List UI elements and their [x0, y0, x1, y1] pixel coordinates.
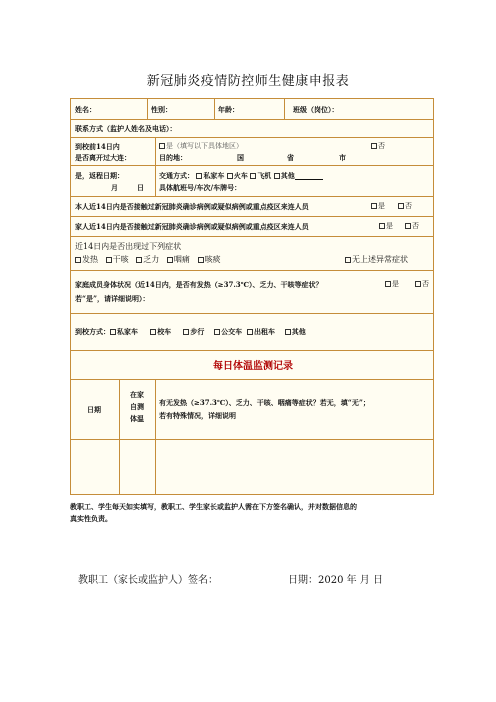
checkbox[interactable]	[379, 223, 385, 229]
checkbox[interactable]	[285, 329, 291, 335]
province-label: 省	[287, 153, 294, 162]
col-divider	[119, 379, 120, 495]
no-label: 否	[412, 222, 419, 230]
symptom-options	[75, 254, 221, 265]
family-health-question: 家庭成员身体状况（近14日内，是否有发热（≥37.3℃）、乏力、干咳等症状？	[75, 280, 323, 289]
yes-label: 是	[378, 202, 385, 210]
destination-label: 目的地：	[159, 153, 187, 162]
signature-label[interactable]: 教职工（家长或监护人）签名：	[78, 575, 218, 586]
contact-self-question: 本人近14日内是否接触过新冠肺炎确诊病例或疑似病例或重点疫区来连人员	[75, 202, 309, 211]
checkbox[interactable]	[214, 329, 220, 335]
return-month-label: 月	[111, 183, 118, 192]
col-divider	[155, 137, 156, 196]
yes-label: 是	[392, 280, 399, 288]
symptom-phlegm[interactable]	[198, 255, 221, 264]
col-header-date: 日期	[87, 405, 101, 414]
travel-label-1: 到校前14日内	[75, 142, 120, 151]
signature-date[interactable]: 日期：2020 年 月 日	[288, 575, 383, 586]
checkbox[interactable]	[159, 143, 165, 149]
col-divider	[155, 379, 156, 495]
symptom-sore-throat[interactable]	[167, 255, 190, 264]
yes-label: 是	[386, 222, 393, 230]
checkbox[interactable]	[371, 143, 377, 149]
symptom-label: 乏力	[143, 255, 160, 264]
contact-family-yes[interactable]	[379, 221, 393, 232]
col-header-symptoms-1: 有无发热（≥37.3℃）、乏力、干咳、咽痛等症状？若无，填“无”；	[159, 398, 370, 407]
commute-option: 校车	[157, 327, 172, 336]
contact-self-yes[interactable]	[371, 201, 385, 212]
checkbox[interactable]	[136, 257, 142, 263]
family-detail-label: 若“是”，请详细说明）：	[75, 294, 150, 303]
travel-no-option[interactable]	[371, 141, 385, 152]
checkbox[interactable]	[250, 173, 256, 179]
gender-label: 性别：	[151, 105, 172, 114]
symptom-none-label: 无上述异常症状	[352, 255, 408, 264]
checkbox[interactable]	[198, 257, 204, 263]
symptoms-title: 近14日内是否出现过下列症状	[75, 242, 182, 251]
row-divider	[71, 313, 433, 314]
checkbox[interactable]	[75, 257, 81, 263]
flight-label: 具体航班号/车次/车牌号：	[159, 183, 242, 192]
form-title: 新冠肺炎疫情防控师生健康申报表	[146, 74, 350, 89]
note-line-2: 真实性负责。	[70, 514, 112, 523]
symptom-none[interactable]	[345, 254, 408, 265]
row-divider	[71, 350, 433, 351]
contact-family-question: 家人近14日内是否接触过新冠肺炎确诊病例或疑似病例或重点疫区来连人员	[75, 222, 309, 231]
other-blank[interactable]	[295, 171, 323, 180]
checkbox[interactable]	[106, 257, 112, 263]
checkbox[interactable]	[371, 203, 377, 209]
family-yes[interactable]	[385, 279, 399, 290]
checkbox[interactable]	[405, 223, 411, 229]
name-label: 姓名：	[75, 105, 96, 114]
travel-label-2: 是否离开过大连：	[75, 153, 131, 162]
row-divider	[71, 119, 433, 120]
col-header-temp-1: 在家	[130, 390, 144, 399]
row-divider	[71, 439, 433, 440]
checkbox[interactable]	[345, 257, 351, 263]
travel-yes-option[interactable]	[159, 141, 243, 152]
col-divider	[214, 99, 215, 119]
row-divider	[71, 196, 433, 197]
note-line-1: 教职工、学生每天如实填写，教职工、学生家长或监护人需在下方签名确认，并对数据信息的	[70, 502, 357, 511]
symptom-dry-cough[interactable]	[106, 255, 129, 264]
return-day-label: 日	[137, 183, 144, 192]
transport-car: 私家车	[203, 171, 225, 180]
contact-label: 联系方式（监护人姓名及电话）：	[75, 124, 177, 133]
col-divider	[284, 99, 285, 119]
checkbox[interactable]	[385, 281, 391, 287]
col-header-temp-2: 自测	[130, 402, 144, 411]
contact-family-no[interactable]	[405, 221, 419, 232]
symptom-fever[interactable]	[75, 255, 98, 264]
checkbox[interactable]	[247, 329, 253, 335]
commute-row	[75, 326, 306, 337]
row-divider	[71, 137, 433, 138]
commute-option: 公交车	[221, 327, 243, 336]
col-header-symptoms-2: 若有特殊情况，详细说明	[159, 411, 236, 420]
checkbox[interactable]	[415, 281, 421, 287]
checkbox[interactable]	[196, 173, 202, 179]
row-divider	[71, 379, 433, 380]
commute-option: 私家车	[117, 327, 138, 336]
symptom-label: 发热	[82, 255, 98, 264]
checkbox[interactable]	[227, 173, 233, 179]
family-no[interactable]	[415, 279, 429, 290]
no-label: 否	[405, 202, 412, 210]
transport-train: 火车	[233, 171, 248, 180]
travel-yes-label: 是（填写以下具体地区）	[166, 142, 243, 150]
commute-option: 其他	[291, 327, 306, 336]
col-divider	[147, 99, 148, 119]
checkbox[interactable]	[167, 257, 173, 263]
city-label: 市	[339, 153, 346, 162]
commute-label: 到校方式：	[75, 327, 110, 336]
transport-row	[159, 170, 323, 181]
row-divider	[71, 165, 433, 166]
no-label: 否	[422, 280, 429, 288]
symptom-label: 咽痛	[173, 255, 190, 264]
checkbox[interactable]	[150, 329, 156, 335]
col-header-temp-3: 体温	[130, 414, 144, 423]
symptom-label: 咳痰	[204, 255, 221, 264]
commute-option: 步行	[190, 327, 205, 336]
class-label: 班级（岗位）：	[293, 105, 339, 114]
travel-no-label: 否	[378, 142, 385, 150]
symptom-label: 干咳	[112, 255, 129, 264]
country-label: 国	[237, 153, 244, 162]
return-date-label: 是，返程日期：	[75, 171, 124, 180]
checkbox[interactable]	[183, 329, 189, 335]
checkbox[interactable]	[398, 203, 404, 209]
contact-self-no[interactable]	[398, 201, 412, 212]
transport-plane: 飞机	[257, 171, 272, 180]
checkbox[interactable]	[274, 173, 280, 179]
health-declaration-form	[70, 98, 434, 495]
checkbox[interactable]	[110, 329, 116, 335]
transport-other: 其他	[280, 171, 295, 180]
row-divider	[71, 236, 433, 237]
instruction-note	[70, 501, 434, 525]
row-divider	[71, 270, 433, 271]
symptom-fatigue[interactable]	[136, 255, 159, 264]
monitor-section-title: 每日体温监测记录	[213, 361, 293, 372]
age-label: 年龄：	[218, 105, 239, 114]
row-divider	[71, 216, 433, 217]
transport-label: 交通方式：	[159, 171, 194, 180]
commute-option: 出租车	[254, 327, 275, 336]
